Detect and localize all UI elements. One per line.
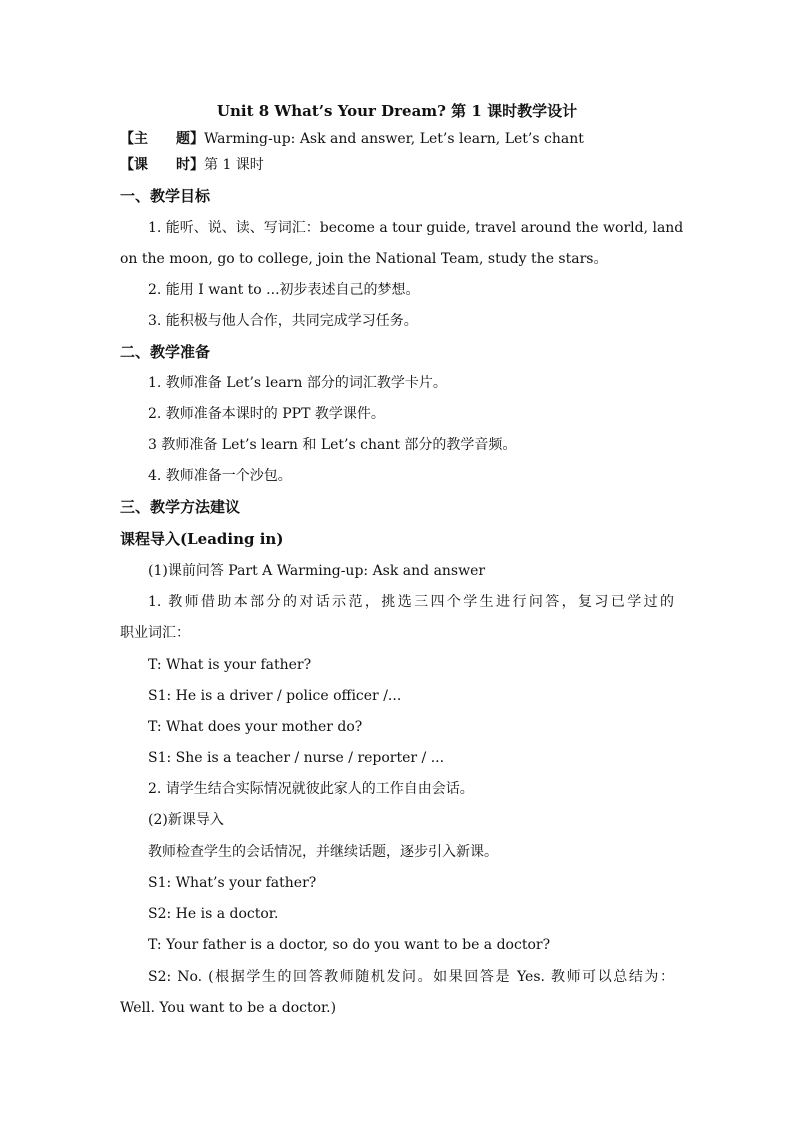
objective-1-line-2: on the moon, go to college, join the National Team, study the stars。 (120, 251, 608, 267)
preparation-2: 2. 教师准备本课时的 PPT 教学课件。 (148, 406, 385, 422)
method-para-1-line-1: 1. 教师借助本部分的对话示范，挑选三四个学生进行问答，复习已学过的 (148, 594, 674, 610)
meta-period (120, 155, 264, 175)
meta-period-key: 【课 时】 (120, 157, 204, 173)
meta-topic-key: 【主 题】 (120, 131, 204, 147)
meta-period-value: 第 1 课时 (204, 157, 264, 173)
dialogue-line: S1: What’s your father? (148, 875, 317, 891)
subheading-leading-in: 课程导入(Leading in) (120, 530, 284, 548)
method-para-2: 2. 请学生结合实际情况就彼此家人的工作自由会话。 (148, 781, 474, 797)
section-heading-methods: 三、教学方法建议 (120, 498, 241, 516)
document-title: Unit 8 What’s Your Dream? 第 1 课时教学设计 (216, 102, 578, 120)
method-para-4-line-1: S2: No. (根据学生的回答教师随机发问。如果回答是 Yes. 教师可以总结为： (148, 969, 674, 985)
objective-1-line-1: 1. 能听、说、读、写词汇：become a tour guide, travel around the world, land (148, 220, 684, 236)
preparation-1: 1. 教师准备 Let’s learn 部分的词汇教学卡片。 (148, 375, 447, 391)
dialogue-line: S1: She is a teacher / nurse / reporter / ... (148, 750, 445, 766)
dialogue-line: T: What does your mother do? (148, 719, 363, 735)
objective-3: 3. 能积极与他人合作，共同完成学习任务。 (148, 313, 418, 329)
dialogue-line: S1: He is a driver / police officer /... (148, 688, 402, 704)
method-para-3: 教师检查学生的会话情况，并继续话题，逐步引入新课。 (148, 844, 498, 860)
section-heading-preparation: 二、教学准备 (120, 343, 211, 361)
meta-topic (120, 129, 584, 149)
meta-topic-value: Warming-up: Ask and answer, Let’s learn, Let’s chant (204, 131, 584, 147)
preparation-3: 3 教师准备 Let’s learn 和 Let’s chant 部分的教学音频。 (148, 437, 517, 453)
section-heading-objectives: 一、教学目标 (120, 187, 211, 205)
dialogue-line: T: What is your father? (148, 657, 312, 673)
preparation-4: 4. 教师准备一个沙包。 (148, 468, 292, 484)
dialogue-line: T: Your father is a doctor, so do you want to be a doctor? (148, 937, 551, 953)
method-para-4-line-2: Well. You want to be a doctor.) (120, 1000, 337, 1016)
method-step-2: (2)新课导入 (148, 812, 224, 828)
method-step-1: (1)课前问答 Part A Warming-up: Ask and answer (148, 563, 486, 579)
dialogue-line: S2: He is a doctor. (148, 906, 279, 922)
method-para-1-line-2: 职业词汇： (120, 625, 190, 641)
objective-2: 2. 能用 I want to ...初步表述自己的梦想。 (148, 282, 420, 298)
